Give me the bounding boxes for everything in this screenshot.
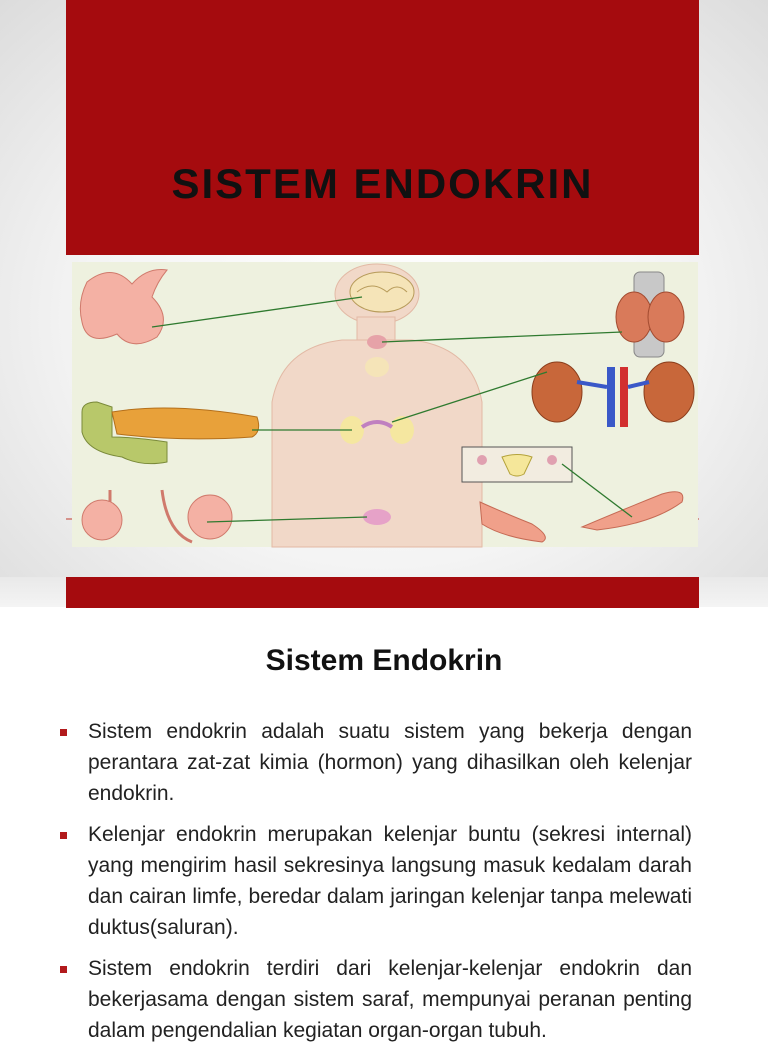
thyroid-gland-icon [616, 272, 684, 357]
list-item [58, 716, 692, 809]
bullet-square-icon [60, 966, 67, 973]
endocrine-diagram [72, 262, 698, 547]
pancreas-icon [82, 402, 259, 464]
testes-icon [82, 490, 232, 542]
endocrine-illustration [72, 262, 698, 547]
list-item [58, 953, 692, 1046]
pituitary-gland-icon [80, 270, 167, 344]
content-slide [0, 608, 768, 1042]
bullet-square-icon [60, 832, 67, 839]
brain-icon [350, 272, 414, 312]
bullet-list [58, 716, 692, 1056]
slide-title: SISTEM ENDOKRIN [171, 160, 594, 207]
bullet-text: Kelenjar endokrin merupakan kelenjar buntu (sekresi internal) yang mengirim hasil sekresinya langsung masuk kedalam darah dan cairan limfe, beredar dalam jaringan kelenjar tanpa melewati duktus(saluran). [88, 823, 692, 939]
adrenal-kidneys-icon [532, 362, 694, 427]
slide-heading: Sistem Endokrin [265, 644, 503, 677]
title-banner [66, 0, 699, 255]
ovaries-icon [480, 492, 683, 542]
list-item [58, 819, 692, 943]
bullet-text: Sistem endokrin terdiri dari kelenjar-kelenjar endokrin dan bekerjasama dengan sistem saraf, mempunyai peranan penting dalam pengendalian kegiatan organ-organ tubuh. [88, 957, 692, 1042]
title-banner-bottom [66, 577, 699, 608]
bullet-text: Sistem endokrin adalah suatu sistem yang bekerja dengan perantara zat-zat kimia (hormon) yang dihasilkan oleh kelenjar endokrin. [88, 720, 692, 805]
bullet-square-icon [60, 729, 67, 736]
